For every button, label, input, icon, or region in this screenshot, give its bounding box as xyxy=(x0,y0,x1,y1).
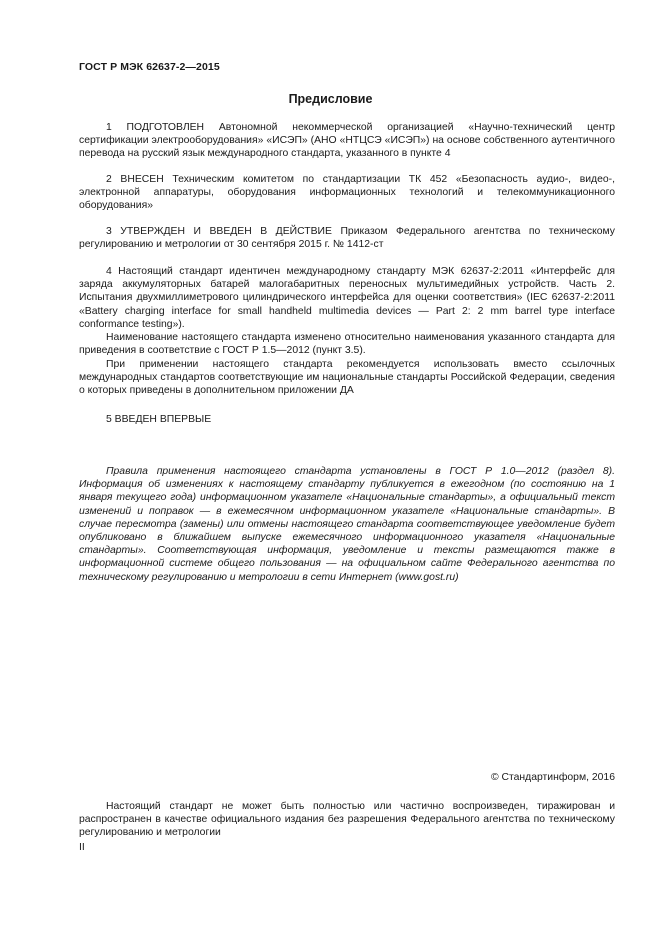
reproduction-notice: Настоящий стандарт не может быть полностью или частично воспроизведен, тиражирован и распространен в качестве официального издания без разрешения Федерального агентства по техническому регулированию и метрологии xyxy=(79,801,615,839)
foreword-item-2: 2 ВНЕСЕН Техническим комитетом по стандартизации ТК 452 «Безопасность аудио-, видео-, электронной аппаратуры, оборудования информационных технологий и телекоммуникационного оборудования» xyxy=(79,174,615,212)
foreword-item-4-name-note: Наименование настоящего стандарта изменено относительно наименования указанного стандарта для приведения в соответствие с ГОСТ Р 1.5—2012 (пункт 3.5). xyxy=(79,332,615,357)
foreword-item-3: 3 УТВЕРЖДЕН И ВВЕДЕН В ДЕЙСТВИЕ Приказом Федерального агентства по техническому регулированию и метрологии от 30 сентября 2015 г. № 1412-ст xyxy=(79,226,615,251)
foreword-item-4-application-note: При применении настоящего стандарта рекомендуется использовать вместо ссылочных международных стандартов соответствующие им национальные стандарты Российской Федерации, сведения о которых приведены в дополнительном приложении ДА xyxy=(79,359,615,397)
page-title: Предисловие xyxy=(288,92,373,106)
document-number: ГОСТ Р МЭК 62637-2—2015 xyxy=(79,61,220,73)
foreword-item-1: 1 ПОДГОТОВЛЕН Автономной некоммерческой организацией «Научно-технический центр сертификации электрооборудования» «ИСЭП» (АНО «НТЦСЭ «ИСЭП») на основе собственного аутентичного перевода на русский язык международного стандарта, указанного в пункте 4 xyxy=(79,122,615,160)
usage-rules-notice: Правила применения настоящего стандарта установлены в ГОСТ Р 1.0—2012 (раздел 8). Информация об изменениях к настоящему стандарту публикуется в ежегодном (по состоянию на 1 января текущего года) информационном указателе «Национальные стандарты», а официальный текст изменений и поправок — в ежемесячном информационном указателе «Национальные стандарты». В случае пересмотра (замены) или отмены настоящего стандарта соответствующее уведомление будет опубликовано в ближайшем выпуске ежемесячного информационного указателя «Национальные стандарты». Соответствующая информация, уведомление и тексты размещаются также в информационной системе общего пользования — на официальном сайте Федерального агентства по техническому регулированию и метрологии в сети Интернет (www.gost.ru) xyxy=(79,466,615,583)
copyright: © Стандартинформ, 2016 xyxy=(490,772,615,783)
page-number: II xyxy=(79,842,85,853)
foreword-item-5: 5 ВВЕДЕН ВПЕРВЫЕ xyxy=(106,414,212,425)
foreword-item-4: 4 Настоящий стандарт идентичен международному стандарту МЭК 62637-2:2011 «Интерфейс для заряда аккумуляторных батарей малогабаритных переносных мультимедийных устройств. Часть 2. Испытания двухмиллиметрового цилиндрического интерфейса для оценки соответствия» (IEC 62637-2:2011 «Battery charging interface for small handheld multimedia devices — Part 2: 2 mm barrel type interface conformance testing»). xyxy=(79,266,615,330)
